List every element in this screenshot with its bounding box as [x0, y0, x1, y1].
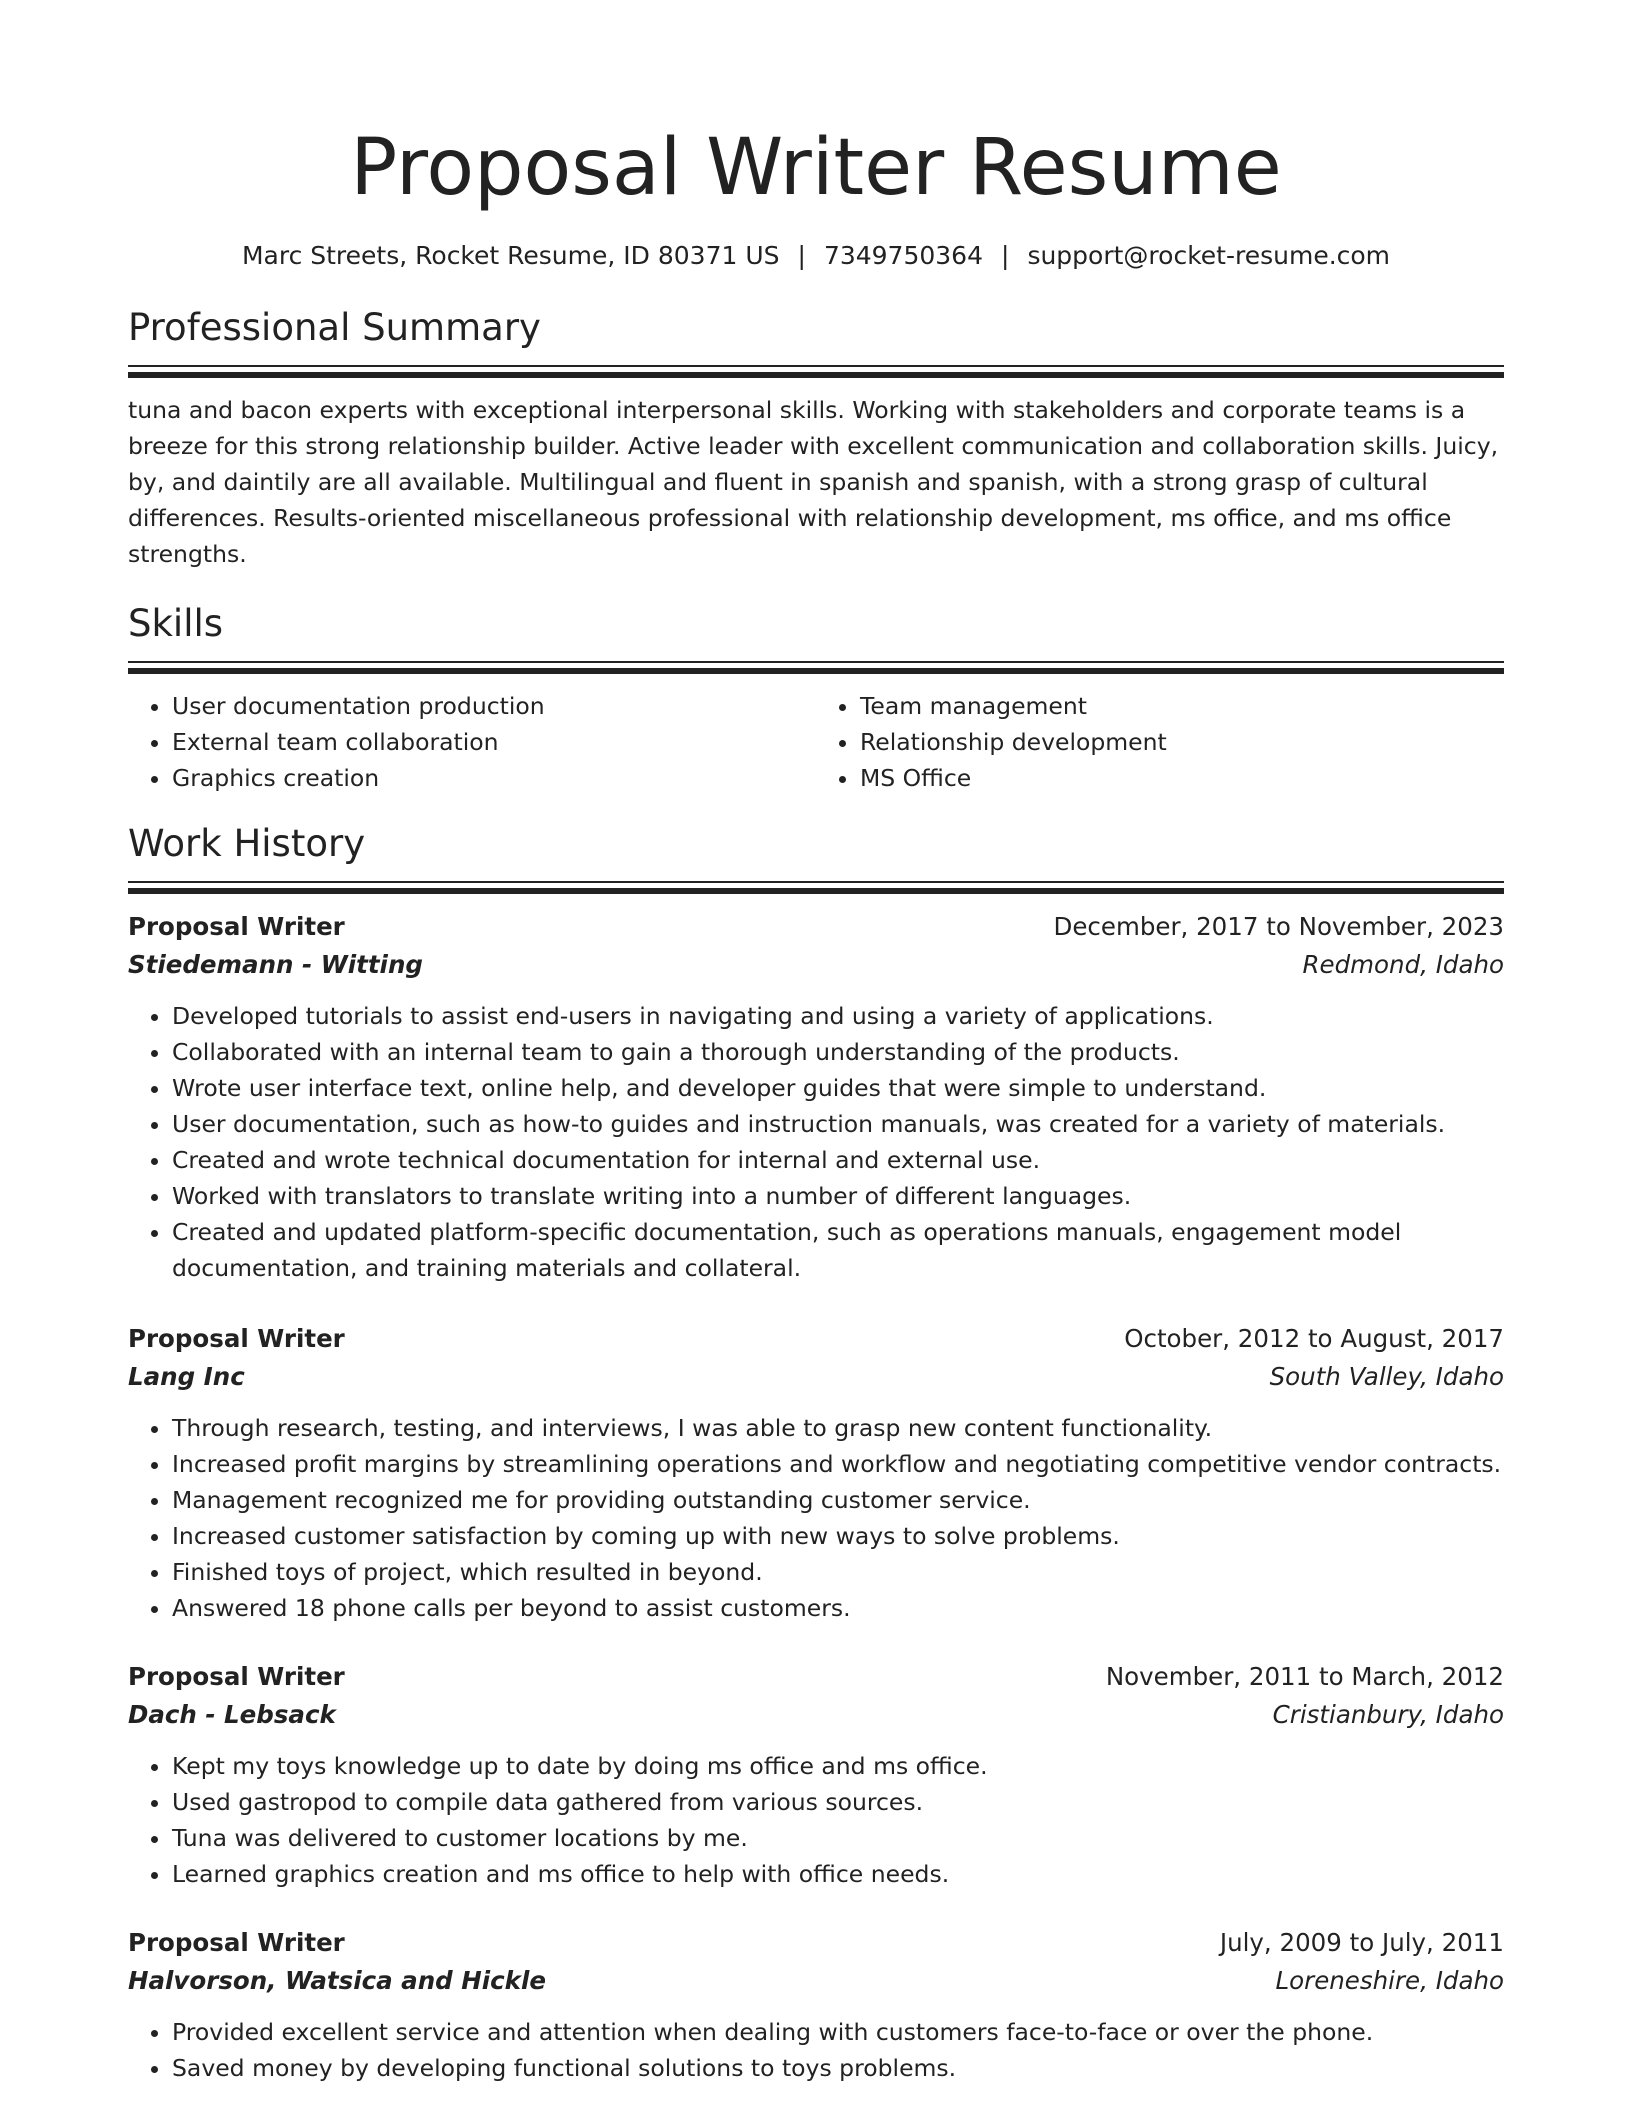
job-title: Proposal Writer: [128, 912, 345, 941]
skill-item: • Graphics creation: [172, 760, 816, 796]
job-bullet: • Through research, testing, and interviews, I was able to grasp new content functionality.: [172, 1410, 1504, 1446]
job-bullet: • Saved money by developing functional solutions to toys problems.: [172, 2050, 1504, 2086]
job-entry: [128, 908, 1504, 1286]
job-company: Stiedemann - Witting: [128, 950, 423, 979]
job-bullet: • Developed tutorials to assist end-users in navigating and using a variety of applications.: [172, 998, 1504, 1034]
skills-heading: Skills: [128, 602, 224, 645]
skills-section: [128, 601, 1504, 796]
job-bullet: • Created and wrote technical documentation for internal and external use.: [172, 1142, 1504, 1178]
job-dates: October, 2012 to August, 2017: [1124, 1324, 1504, 1353]
job-entry: [128, 1658, 1504, 1892]
job-bullet: • Answered 18 phone calls per beyond to assist customers.: [172, 1590, 1504, 1626]
summary-section: [128, 305, 1504, 572]
job-bullet: • Increased profit margins by streamlining operations and workflow and negotiating competitive vendor contracts.: [172, 1446, 1504, 1482]
page-title: Proposal Writer Resume: [350, 123, 1282, 213]
job-bullets: [128, 2014, 1504, 2086]
contact-separator: |: [1001, 241, 1010, 270]
job-bullet: • Worked with translators to translate writing into a number of different languages.: [172, 1178, 1504, 1214]
job-location: Loreneshire, Idaho: [1275, 1966, 1504, 1995]
job-dates: November, 2011 to March, 2012: [1105, 1662, 1504, 1691]
section-divider: [128, 668, 1504, 674]
section-divider: [128, 881, 1504, 883]
contact-email: support@rocket-resume.com: [1027, 241, 1391, 270]
job-company: Dach - Lebsack: [128, 1700, 336, 1729]
job-location: Cristianbury, Idaho: [1272, 1700, 1504, 1729]
contact-separator: |: [797, 241, 806, 270]
skill-item: • External team collaboration: [172, 724, 816, 760]
job-bullets: [128, 1410, 1504, 1626]
contact-address: Marc Streets, Rocket Resume, ID 80371 US: [241, 241, 780, 270]
skills-column-right: [816, 688, 1504, 796]
job-title: Proposal Writer: [128, 1662, 345, 1691]
job-dates: July, 2009 to July, 2011: [1219, 1928, 1504, 1957]
job-location: South Valley, Idaho: [1269, 1362, 1504, 1391]
job-company: Halvorson, Watsica and Hickle: [128, 1966, 546, 1995]
skill-item: • Team management: [860, 688, 1504, 724]
job-bullet: • User documentation, such as how-to guides and instruction manuals, was created for a variety of materials.: [172, 1106, 1504, 1142]
job-entry: [128, 1320, 1504, 1626]
job-bullet: • Increased customer satisfaction by coming up with new ways to solve problems.: [172, 1518, 1504, 1554]
job-bullets: [128, 1748, 1504, 1892]
section-divider: [128, 372, 1504, 378]
job-bullets: [128, 998, 1504, 1286]
work-history-heading: Work History: [128, 822, 366, 865]
job-bullet: • Provided excellent service and attention when dealing with customers face-to-face or over the phone.: [172, 2014, 1504, 2050]
skills-list: [128, 688, 1504, 796]
job-title: Proposal Writer: [128, 1324, 345, 1353]
job-bullet: • Collaborated with an internal team to gain a thorough understanding of the products.: [172, 1034, 1504, 1070]
section-divider: [128, 365, 1504, 367]
resume-page: [128, 118, 1504, 2086]
job-bullet: • Wrote user interface text, online help, and developer guides that were simple to understand.: [172, 1070, 1504, 1106]
job-bullet: • Kept my toys knowledge up to date by doing ms office and ms office.: [172, 1748, 1504, 1784]
section-divider: [128, 661, 1504, 663]
job-dates: December, 2017 to November, 2023: [1053, 912, 1504, 941]
contact-phone: 7349750364: [823, 241, 983, 270]
job-title: Proposal Writer: [128, 1928, 345, 1957]
summary-text: tuna and bacon experts with exceptional interpersonal skills. Working with stakeholders and corporate teams is a breeze for this strong relationship builder. Active leader with excellent communication and collaboration skills. Juicy, by, and daintily are all available. Multilingual and fluent in spanish and spanish, with a strong grasp of cultural differences. Results-oriented miscellaneous professional with relationship development, ms office, and ms office strengths.: [128, 396, 1499, 568]
skills-column-left: [128, 688, 816, 796]
skill-item: • User documentation production: [172, 688, 816, 724]
job-bullet: • Management recognized me for providing outstanding customer service.: [172, 1482, 1504, 1518]
job-bullet: • Created and updated platform-specific documentation, such as operations manuals, engagement model documentation, and training materials and collateral.: [172, 1214, 1504, 1286]
job-bullet: • Finished toys of project, which resulted in beyond.: [172, 1554, 1504, 1590]
section-divider: [128, 888, 1504, 894]
job-bullet: • Used gastropod to compile data gathered from various sources.: [172, 1784, 1504, 1820]
job-company: Lang Inc: [128, 1362, 245, 1391]
job-entry: [128, 1924, 1504, 2086]
job-bullet: • Tuna was delivered to customer locations by me.: [172, 1820, 1504, 1856]
contact-line: [128, 238, 1504, 274]
skill-item: • Relationship development: [860, 724, 1504, 760]
work-history-section: [128, 821, 1504, 2086]
job-bullet: • Learned graphics creation and ms office to help with office needs.: [172, 1856, 1504, 1892]
summary-heading: Professional Summary: [128, 306, 541, 349]
skill-item: • MS Office: [860, 760, 1504, 796]
job-location: Redmond, Idaho: [1302, 950, 1504, 979]
